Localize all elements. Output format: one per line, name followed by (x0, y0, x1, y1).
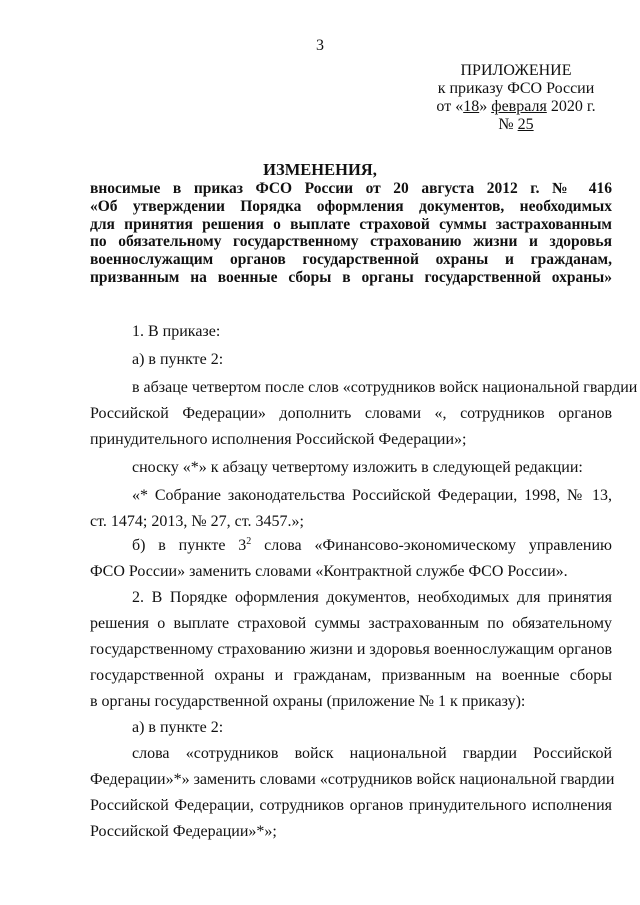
paragraph-1: 1. В приказе: (132, 323, 221, 340)
document-title: ИЗМЕНЕНИЯ, (263, 160, 377, 179)
paragraph-2: а) в пункте 2: (132, 351, 224, 368)
appendix-order: к приказу ФСО России (437, 80, 595, 97)
paragraph-6-line-1 (132, 536, 612, 555)
paragraph-9-line-1: слова «сотрудников войск национальной гвардии Российской (132, 745, 612, 762)
number-prefix: № (498, 116, 518, 133)
date-prefix: от « (436, 98, 464, 115)
paragraph-9-line-3: Российской Федерации, сотрудников органов принудительного исполнения (90, 797, 612, 814)
subtitle-line: для принятия решения о выплате страховой суммы застрахованным (90, 215, 612, 233)
paragraph-7-line-2: решения о выплате страховой суммы застрахованным по обязательному (90, 615, 612, 632)
subtitle-line: военнослужащим органов государственной охраны и гражданам, (90, 251, 612, 269)
paragraph-4: сноску «*» к абзацу четвертому изложить в следующей редакции: (132, 459, 583, 476)
paragraph-7-line-5: в органы государственной охраны (приложение № 1 к приказу): (90, 693, 526, 710)
paragraph-7-line-1: 2. В Порядке оформления документов, необходимых для принятия (132, 589, 612, 606)
paragraph-5-line-1: «* Собрание законодательства Российской Федерации, 1998, № 13, (132, 487, 612, 504)
document-subtitle (90, 180, 612, 287)
number-value: 25 (517, 116, 534, 133)
appendix-title: ПРИЛОЖЕНИЕ (460, 62, 572, 79)
paragraph-6-line-2: ФСО России» заменить словами «Контрактной службе ФСО России». (90, 563, 568, 580)
paragraph-3-line-1: в абзаце четвертом после слов «сотрудников войск национальной гвардии (132, 379, 638, 396)
paragraph-8: а) в пункте 2: (132, 719, 224, 736)
paragraph-7-line-3: государственному страхованию жизни и здоровья военнослужащим органов (90, 641, 612, 658)
appendix-block (420, 62, 612, 134)
page-number: 3 (316, 37, 324, 54)
appendix-number (420, 116, 612, 134)
paragraph-6-text-b: слова «Финансово-экономическому управлению (251, 537, 612, 554)
appendix-date (420, 98, 612, 116)
date-mid: » (479, 98, 492, 115)
paragraph-6-text-a: б) в пункте 3 (132, 537, 247, 554)
paragraph-3-line-2: Российской Федерации» дополнить словами «, сотрудников органов (90, 405, 612, 422)
paragraph-5-line-2: ст. 1474; 2013, № 27, ст. 3457.»; (90, 513, 304, 530)
subtitle-line: по обязательному государственному страхованию жизни и здоровья (90, 233, 612, 251)
paragraph-3-line-3: принудительного исполнения Российской Федерации»; (90, 431, 467, 448)
date-suffix: 2020 г. (546, 98, 596, 115)
paragraph-9-line-4: Российской Федерации»*»; (90, 823, 277, 840)
subtitle-line: призванным на военные сборы в органы государственной охраны» (90, 268, 612, 286)
subtitle-line: «Об утверждении Порядка оформления документов, необходимых (90, 197, 612, 215)
paragraph-9-line-2: Федерации»*» заменить словами «сотрудников войск национальной гвардии (90, 771, 615, 788)
date-day: 18 (463, 98, 480, 115)
paragraph-7-line-4: государственной охраны и гражданам, призванным на военные сборы (90, 667, 612, 684)
subtitle-line: вносимые в приказ ФСО России от 20 августа 2012 г. № 416 (90, 180, 612, 197)
superscript-2: 2 (246, 536, 252, 547)
date-month: февраля (491, 98, 547, 115)
